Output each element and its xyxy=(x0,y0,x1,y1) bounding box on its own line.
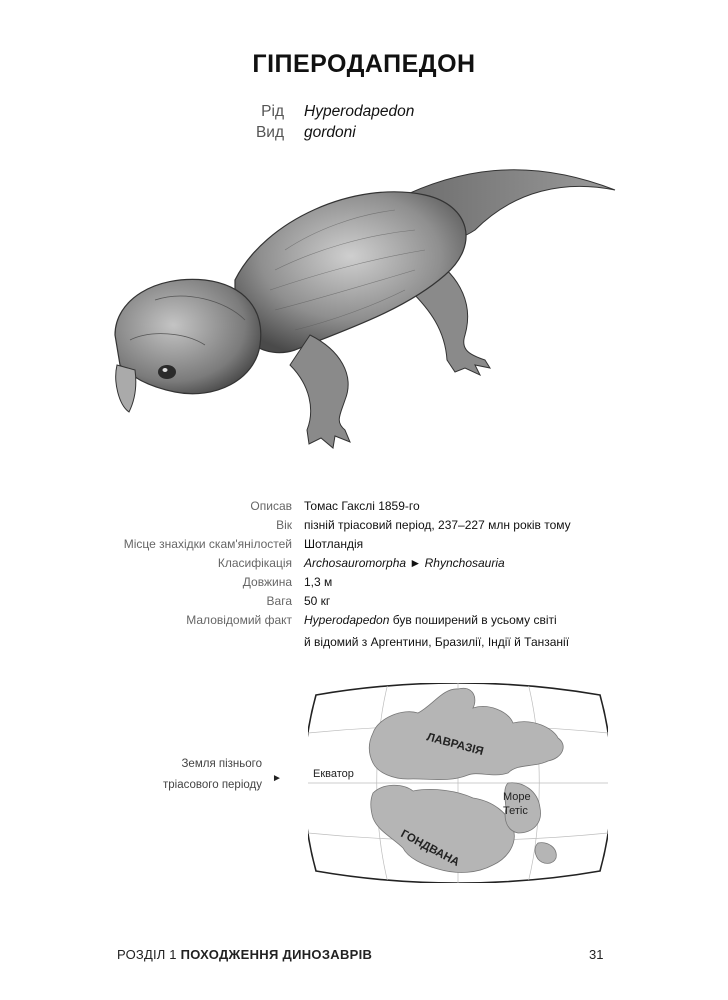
fact-row-length xyxy=(0,573,728,592)
classification-part1: Archosauromorpha xyxy=(304,556,407,570)
fact-row-trivia xyxy=(0,611,728,630)
fact-value: Шотландія xyxy=(304,537,364,551)
page-title: ГІПЕРОДАПЕДОН xyxy=(252,50,476,78)
fact-row-trivia-cont xyxy=(0,633,728,652)
fact-value xyxy=(304,554,505,573)
taxonomy-labels xyxy=(256,101,284,143)
species-label: Вид xyxy=(255,124,284,141)
running-footer xyxy=(117,947,372,962)
fact-label: Вік xyxy=(276,518,292,532)
classification-part2: Rhynchosauria xyxy=(424,556,505,570)
pangaea-map xyxy=(308,683,608,883)
map-label-laurasia: ЛАВРАЗІЯ xyxy=(425,731,485,758)
chapter-label: РОЗДІЛ 1 xyxy=(117,947,177,962)
trivia-line2: й відомий з Аргентини, Бразилії, Індії й Танзанії xyxy=(304,635,570,649)
classification-arrow: ► xyxy=(409,556,422,570)
map-caption-line2: тріасового періоду xyxy=(163,779,262,791)
fact-value: 1,3 м xyxy=(304,575,333,589)
species-value: gordoni xyxy=(304,124,356,141)
chapter-title: ПОХОДЖЕННЯ ДИНОЗАВРІВ xyxy=(180,947,373,962)
map-label-gondwana: ГОНДВАНА xyxy=(398,828,462,869)
page-number: 31 xyxy=(589,947,604,962)
genus-label: Рід xyxy=(261,103,284,120)
rhynchosaur-illustration-icon xyxy=(95,160,640,460)
fact-label: Довжина xyxy=(242,575,292,589)
fact-value xyxy=(304,611,557,630)
map-caption-line1: Земля пізнього xyxy=(181,758,262,770)
taxonomy-values xyxy=(304,101,414,143)
fact-label: Описав xyxy=(250,499,292,513)
map-pointer-arrow: ► xyxy=(272,773,282,784)
fact-row-weight xyxy=(0,592,728,611)
trivia-genus: Hyperodapedon xyxy=(304,613,390,627)
fact-label: Місце знахідки скам'янілостей xyxy=(123,537,292,551)
fact-label: Маловідомий факт xyxy=(186,613,292,627)
fact-label: Класифікація xyxy=(217,556,292,570)
map-label-tethys-2: Тетіс xyxy=(503,805,528,817)
genus-value: Hyperodapedon xyxy=(304,103,415,120)
fact-value: Томас Гакслі 1859-го xyxy=(304,499,420,513)
fact-row-described xyxy=(0,497,728,516)
fact-label: Вага xyxy=(266,594,292,608)
trivia-line1: був поширений в усьому світі xyxy=(389,613,557,627)
fact-row-age xyxy=(0,516,728,535)
fact-row-location xyxy=(0,535,728,554)
fact-row-classification xyxy=(0,554,728,573)
map-label-tethys-1: Море xyxy=(503,791,531,803)
fact-value: пізній тріасовий період, 237–227 млн років тому xyxy=(304,518,571,532)
map-label-equator: Екватор xyxy=(313,768,354,780)
fact-value: 50 кг xyxy=(304,594,331,608)
map-caption xyxy=(163,754,262,796)
